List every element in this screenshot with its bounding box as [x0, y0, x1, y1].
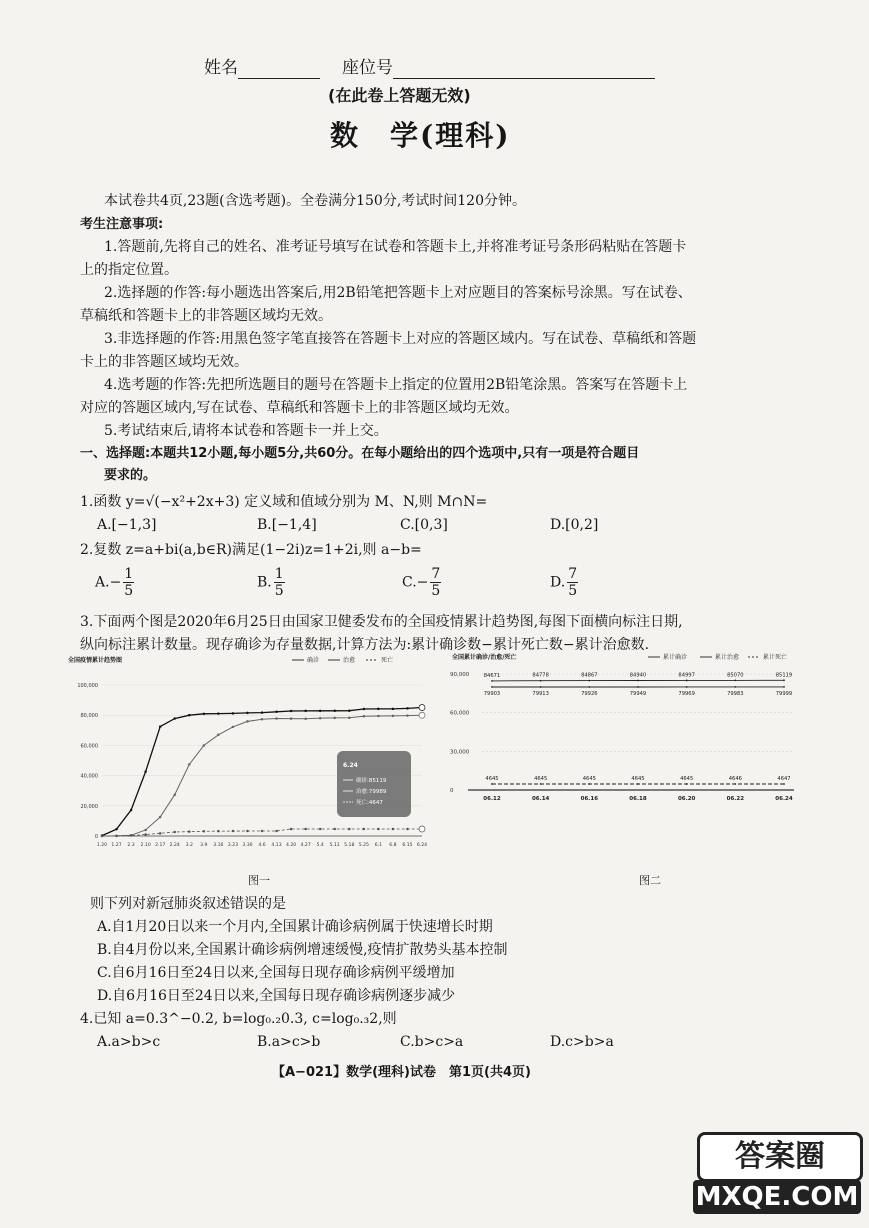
header-note: (在此卷上答题无效) — [328, 86, 471, 105]
chart-two-data-label: 85119 — [775, 672, 793, 679]
chart-one-point — [145, 771, 147, 773]
chart-one-point — [305, 710, 307, 712]
seat-label: 座位号 — [342, 58, 393, 78]
chart-two-xtick-label: 06.16 — [580, 796, 599, 802]
chart-two-legend-label: 累计死亡 — [763, 654, 788, 661]
chart-one-point — [159, 726, 161, 728]
chart-two-point — [588, 783, 590, 785]
section-heading: 一、选择题:本题共12小题,每小题5分,共60分。在每小题给出的四个选项中,只有一项是符合题目 — [80, 446, 640, 461]
chart-one-point — [419, 712, 425, 718]
chart-two-point — [686, 686, 688, 688]
chart-one-point — [319, 828, 321, 830]
chart-one-ytick-label: 100,000 — [77, 683, 98, 689]
chart-one-point — [232, 726, 234, 728]
chart-one-ytick-label: 80,000 — [80, 713, 98, 720]
notice-line: 卡上的非答题区域均无效。 — [80, 354, 248, 370]
chart-two-data-label: 79913 — [532, 691, 549, 698]
q3-option-c: C.自6月16日至24日以来,全国每日现存确诊病例平缓增加 — [97, 965, 455, 981]
chart-two-ytick-label: 90,000 — [450, 672, 470, 678]
chart-two-data-label: 79999 — [775, 690, 793, 697]
chart-two-point — [540, 686, 542, 688]
chart-two-point — [491, 783, 493, 785]
chart-one-point — [290, 718, 292, 720]
chart-one-point — [305, 718, 307, 720]
q2-option-a: A.− $\frac{1}{5}$ — [95, 566, 134, 599]
chart-one-point — [188, 764, 190, 766]
chart-one-point — [101, 835, 103, 837]
chart-one-xtick-label: 3.30 — [242, 843, 253, 848]
chart-one-point — [217, 830, 219, 832]
chart-one-xtick-label: 4.6 — [258, 843, 266, 848]
chart-two-point — [686, 783, 688, 785]
chart-one-point — [407, 708, 409, 710]
chart-one-xtick-label: 2.17 — [155, 843, 166, 848]
chart-two-point — [686, 680, 688, 682]
chart-two-point — [783, 783, 785, 785]
chart-two-data-label: 79969 — [678, 690, 695, 697]
notice-line: 5.考试结束后,请将本试卷和答题卡一并上交。 — [104, 423, 388, 439]
chart-one-point — [130, 809, 132, 811]
chart-one-legend-label: 治愈 — [343, 657, 356, 664]
page-title: 数 学(理科) — [330, 119, 511, 152]
chart-one-point — [419, 826, 425, 832]
chart-one-ytick-label: 20,000 — [80, 803, 98, 810]
chart-one-xtick-label: 6.15 — [402, 843, 413, 848]
intro-text: 本试卷共4页,23题(含选考题)。全卷满分150分,考试时间120分钟。 — [104, 193, 526, 209]
chart-one-xtick-label: 4.27 — [300, 843, 311, 848]
chart-one-xtick-label: 5.18 — [344, 843, 355, 848]
chart-two-point — [734, 679, 736, 681]
chart-one-xtick-label: 1.20 — [96, 843, 108, 848]
chart-one-point — [276, 711, 278, 713]
chart-one-ytick-label: 60,000 — [80, 743, 98, 750]
chart-two-data-label: 4645 — [631, 776, 645, 783]
chart-two-point — [540, 783, 542, 785]
chart-one-point — [247, 712, 249, 714]
chart-one-legend-label: 死亡 — [381, 657, 394, 664]
notice-heading: 考生注意事项: — [80, 217, 164, 232]
chart-one-xtick-label: 2.10 — [140, 843, 151, 848]
chart-one-point — [407, 715, 409, 717]
chart-one-xtick-label: 5.11 — [329, 843, 340, 848]
chart-one-xtick-label: 3.2 — [185, 843, 193, 848]
chart-one-point — [334, 828, 336, 830]
chart-two-point — [637, 686, 639, 688]
chart-two-xtick-label: 06.24 — [775, 796, 793, 802]
chart-one-point — [188, 714, 190, 716]
chart-two-data-label: 4645 — [582, 776, 596, 783]
q4-option-a: A.a>b>c — [97, 1034, 161, 1050]
chart-one-point — [319, 717, 321, 719]
chart-one-tooltip-value: 死亡:4647 — [356, 800, 383, 806]
chart-one-point — [159, 832, 161, 834]
q1-stem: 1.函数 y=√(−x²+2x+3) 定义域和值域分别为 M、N,则 M∩N= — [80, 494, 488, 510]
chart-one-point — [261, 718, 263, 720]
chart-two-point — [491, 686, 493, 688]
chart-one-point — [305, 828, 307, 830]
chart-one-point — [203, 745, 205, 747]
chart-one-xtick-label: 5.25 — [358, 843, 369, 848]
chart-one-point — [377, 828, 379, 830]
chart-one-caption: 图一 — [248, 874, 270, 887]
chart-one-point — [174, 794, 176, 796]
chart-two-data-label: 4646 — [728, 776, 742, 783]
chart-one-ytick-label: 40,000 — [80, 773, 98, 780]
watermark-line1: 答案圈 — [697, 1132, 863, 1182]
q4-option-c: C.b>c>a — [400, 1034, 464, 1050]
q4-option-b: B.a>c>b — [257, 1034, 321, 1050]
chart-one-xtick-label: 6.24 — [416, 843, 428, 848]
chart-one-point — [247, 830, 249, 832]
chart-two-caption: 图二 — [639, 874, 661, 887]
chart-one-xtick-label: 6.1 — [374, 843, 383, 848]
chart-one-point — [363, 828, 365, 830]
chart-two-data-label: 84867 — [581, 672, 598, 679]
chart-one-point — [188, 831, 190, 833]
chart-one-point — [290, 710, 292, 712]
chart-two-point — [588, 686, 590, 688]
chart-one-point — [261, 830, 263, 832]
chart-two-point — [588, 680, 590, 682]
chart-two-data-label: 79926 — [581, 690, 598, 697]
chart-one-xtick-label: 2.3 — [127, 843, 135, 848]
page-footer: 【A−021】数学(理科)试卷 第1页(共4页) — [272, 1065, 531, 1080]
q3-option-d: D.自6月16日至24日以来,全国每日现存确诊病例逐步减少 — [97, 988, 456, 1004]
q4-option-d: D.c>b>a — [550, 1034, 614, 1050]
q2-option-c: C.− $\frac{7}{5}$ — [402, 566, 441, 599]
chart-two-legend-label: 累计确诊 — [663, 654, 688, 661]
chart-one-point — [363, 715, 365, 717]
seat-field — [342, 58, 655, 79]
section-heading-cont: 要求的。 — [104, 468, 157, 483]
chart-one-legend-label: 确诊 — [307, 657, 320, 664]
chart-one-point — [261, 712, 263, 714]
chart-one-point — [419, 704, 425, 710]
chart-two-title: 全国累计确诊/治愈/死亡 — [452, 654, 517, 661]
chart-one-point — [334, 710, 336, 712]
chart-one-point — [377, 715, 379, 717]
chart-one-point — [130, 835, 132, 837]
chart-two-data-label: 79903 — [483, 691, 501, 698]
chart-one-point — [174, 718, 176, 720]
chart-two-data-label: 4647 — [777, 776, 791, 783]
chart-two-point — [783, 686, 785, 688]
chart-one-tooltip-value: 治愈:79989 — [356, 789, 387, 795]
q3-stem-line2: 纵向标注累计数量。现存确诊为存量数据,计算方法为:累计确诊数−累计死亡数−累计治愈数. — [80, 637, 650, 653]
chart-two-ytick-label: 0 — [450, 788, 454, 794]
q3-option-a: A.自1月20日以来一个月内,全国累计确诊病例属于快速增长时期 — [97, 919, 493, 935]
notice-line: 上的指定位置。 — [80, 262, 178, 278]
chart-one-xtick-label: 4.13 — [271, 843, 282, 848]
chart-one-xtick-label: 3.9 — [200, 843, 208, 848]
chart-one — [60, 652, 440, 858]
chart-one-xtick-label: 5.4 — [316, 843, 324, 848]
chart-one-point — [116, 828, 118, 830]
notice-line: 2.选择题的作答:每小题选出答案后,用2B铅笔把答题卡上对应题目的答案标号涂黑。写在试卷、 — [104, 285, 692, 301]
chart-one-point — [232, 713, 234, 715]
chart-one-point — [145, 829, 147, 831]
chart-two-legend-label: 累计治愈 — [715, 654, 740, 661]
chart-one-point — [363, 708, 365, 710]
chart-one-xtick-label: 1.27 — [111, 843, 122, 848]
chart-one-point — [348, 710, 350, 712]
q1-option-b: B.[−1,4] — [257, 517, 317, 533]
chart-one-title: 全国疫情累计趋势图 — [68, 657, 123, 664]
notice-line: 1.答题前,先将自己的姓名、准考证号填写在试卷和答题卡上,并将准考证号条形码粘贴在答题卡 — [104, 239, 687, 255]
chart-two-ytick-label: 30,000 — [450, 749, 470, 756]
chart-two-point — [491, 680, 493, 682]
name-label: 姓名 — [204, 58, 238, 78]
q1-option-a: A.[−1,3] — [97, 517, 157, 533]
chart-two-xtick-label: 06.20 — [677, 796, 696, 802]
chart-one-point — [247, 720, 249, 722]
chart-one-point — [217, 713, 219, 715]
chart-one-point — [290, 828, 292, 830]
q1-option-d: D.[0,2] — [550, 517, 599, 533]
chart-one-point — [232, 830, 234, 832]
chart-one-point — [392, 828, 394, 830]
chart-two-point — [734, 686, 736, 688]
chart-one-point — [407, 828, 409, 830]
chart-two — [448, 652, 808, 808]
watermark-line2: MXQE.COM — [693, 1180, 861, 1214]
chart-one-point — [203, 713, 205, 715]
chart-two-data-label: 4645 — [534, 776, 548, 783]
chart-one-xtick-label: 4.20 — [285, 843, 297, 848]
chart-one-xtick-label: 3.23 — [227, 843, 239, 848]
chart-one-point — [203, 830, 205, 832]
chart-two-xtick-label: 06.12 — [483, 796, 501, 802]
chart-two-data-label: 84940 — [629, 672, 647, 679]
chart-one-point — [392, 708, 394, 710]
chart-two-data-label: 79949 — [629, 690, 647, 697]
chart-two-data-label: 84997 — [678, 672, 695, 679]
chart-one-tooltip-value: 确诊:85119 — [356, 778, 387, 784]
watermark-logo — [693, 1132, 863, 1218]
chart-one-point — [377, 708, 379, 710]
chart-two-point — [637, 680, 639, 682]
chart-one-xtick-label: 6.8 — [389, 843, 397, 848]
q3-option-b: B.自4月份以来,全国累计确诊病例增速缓慢,疫情扩散势头基本控制 — [97, 942, 508, 958]
chart-one-point — [334, 717, 336, 719]
chart-two-data-label: 79983 — [727, 690, 744, 697]
chart-one-point — [217, 734, 219, 736]
chart-two-data-label: 4645 — [485, 776, 499, 783]
chart-one-tooltip — [337, 751, 411, 817]
chart-two-xtick-label: 06.22 — [726, 796, 745, 802]
chart-two-point — [540, 680, 542, 682]
name-field — [204, 58, 320, 79]
chart-one-ytick-label: 0 — [94, 834, 98, 840]
chart-one-point — [159, 816, 161, 818]
q2-option-d: D. $\frac{7}{5}$ — [550, 566, 578, 599]
chart-one-point — [276, 718, 278, 720]
chart-one-xtick-label: 2.24 — [169, 843, 180, 848]
chart-two-xtick-label: 06.14 — [531, 796, 550, 802]
chart-two-point — [637, 783, 639, 785]
chart-two-ytick-label: 60,000 — [450, 710, 470, 717]
chart-two-point — [734, 783, 736, 785]
chart-one-point — [348, 717, 350, 719]
q4-stem: 4.已知 a=0.3^−0.2, b=log₀.₂0.3, c=log₀.₃2,则 — [80, 1011, 397, 1027]
chart-two-data-label: 85070 — [727, 672, 744, 679]
notice-line: 4.选考题的作答:先把所选题目的题号在答题卡上指定的位置用2B铅笔涂黑。答案写在答题卡上 — [104, 377, 688, 393]
chart-one-point — [174, 831, 176, 833]
notice-line: 对应的答题区域内,写在试卷、草稿纸和答题卡上的非答题区域均无效。 — [80, 400, 519, 416]
chart-one-point — [392, 715, 394, 717]
q2-option-b: B. $\frac{1}{5}$ — [257, 566, 284, 599]
notice-line: 3.非选择题的作答:用黑色签字笔直接答在答题卡上对应的答题区域内。写在试卷、草稿纸和答题 — [104, 331, 697, 347]
chart-one-tooltip-date: 6.24 — [343, 762, 358, 769]
chart-one-point — [276, 830, 278, 832]
chart-one-point — [116, 835, 118, 837]
chart-two-data-label: 4645 — [680, 776, 694, 783]
chart-one-point — [145, 834, 147, 836]
chart-two-data-label: 84778 — [532, 672, 549, 679]
q1-option-c: C.[0,3] — [400, 517, 448, 533]
q3-question: 则下列对新冠肺炎叙述错误的是 — [90, 896, 286, 912]
chart-two-xtick-label: 06.18 — [629, 796, 647, 802]
chart-one-point — [348, 828, 350, 830]
q2-stem: 2.复数 z=a+bi(a,b∈R)满足(1−2i)z=1+2i,则 a−b= — [80, 542, 422, 558]
q3-stem-line1: 3.下面两个图是2020年6月25日由国家卫健委发布的全国疫情累计趋势图,每图下面横向标注日期, — [80, 614, 683, 630]
notice-line: 草稿纸和答题卡上的非答题区域均无效。 — [80, 308, 332, 324]
chart-two-point — [783, 679, 785, 681]
chart-one-point — [319, 710, 321, 712]
chart-one-xtick-label: 3.16 — [213, 843, 224, 848]
chart-two-data-label: 84671 — [483, 672, 501, 679]
